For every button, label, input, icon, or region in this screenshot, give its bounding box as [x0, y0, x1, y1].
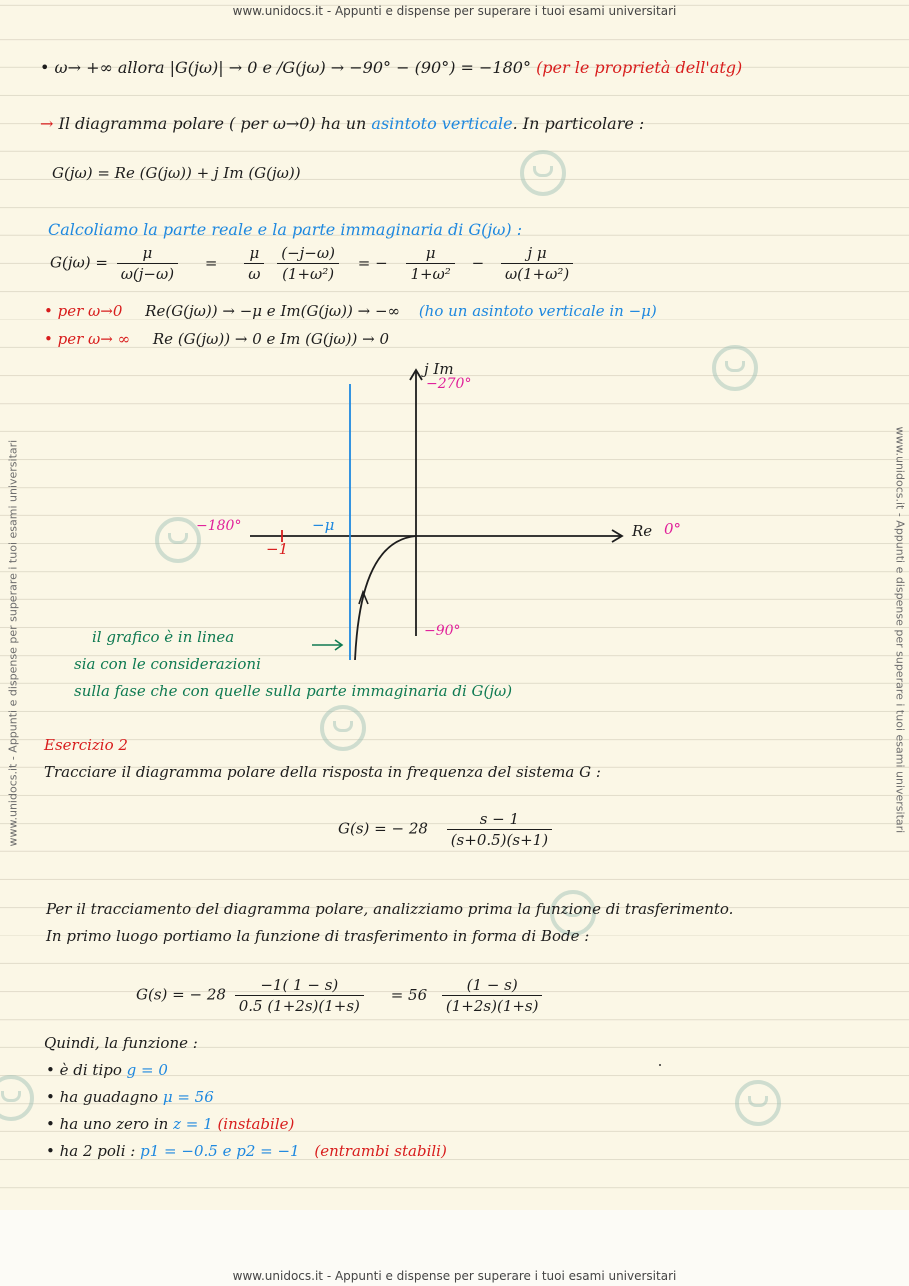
fraction: [117, 244, 178, 283]
fraction-num: μ: [406, 244, 454, 264]
bode-lhs: G(s) = − 28: [136, 985, 226, 1004]
polar-diagram-text: Il diagramma polare ( per ω→0) ha un: [58, 114, 367, 133]
fraction: [501, 244, 573, 283]
fraction: [235, 976, 364, 1015]
re-axis-label: Re: [632, 522, 653, 540]
limit-inf-line: [44, 330, 389, 348]
note-line-2: sia con le considerazioni: [74, 655, 261, 673]
fraction-num: (−j−ω): [277, 244, 339, 264]
fraction: [277, 244, 339, 283]
limit-inf-text: Re (G(jω)) → 0 e Im (G(jω)) → 0: [152, 330, 390, 348]
bode-gain: = 56: [390, 985, 428, 1004]
limit-infinity-line: [40, 58, 742, 77]
fraction-den: ω(1+ω²): [504, 265, 570, 283]
limit-infinity-text: • ω→ +∞ allora |G(jω)| → 0 e /G(jω) → −90° − (90°) = −180°: [40, 58, 531, 77]
zero-deg-label: 0°: [664, 520, 682, 538]
watermark-logo-icon: [520, 150, 566, 196]
poles-value: p1 = −0.5 e p2 = −1: [140, 1142, 300, 1160]
fraction: [406, 244, 454, 283]
fraction-num: j μ: [501, 244, 573, 264]
exercise-title: Esercizio 2: [44, 736, 128, 754]
fraction: [447, 810, 552, 849]
equals-sign: =: [204, 253, 218, 272]
exercise-statement: Tracciare il diagramma polare della risposta in frequenza del sistema G :: [44, 763, 601, 781]
atg-property-note: (per le proprietà dell'atg): [536, 58, 743, 77]
minus-mu-label: −μ: [312, 516, 335, 534]
minus-one-label: −1: [266, 540, 289, 558]
vertical-asymptote-text: asintoto verticale: [371, 114, 513, 133]
fraction-den: ω: [248, 265, 261, 283]
header-watermark-text: www.unidocs.it - Appunti e dispense per superare i tuoi esami universitari: [232, 4, 677, 18]
type-label: • è di tipo: [46, 1061, 122, 1079]
limit-zero-line: [44, 302, 657, 320]
left-side-watermark: www.unidocs.it - Appunti e dispense per superare i tuoi esami universitari: [6, 439, 20, 847]
limit-zero-label: • per ω→0: [44, 302, 123, 320]
summary-zero: [46, 1115, 294, 1133]
transfer-function-g: [338, 810, 556, 849]
watermark-logo-icon: [320, 705, 366, 751]
bode-form-equation: [136, 976, 546, 1015]
ink-dot: [659, 1064, 661, 1066]
summary-intro: Quindi, la funzione :: [44, 1034, 198, 1052]
fraction-den: (s+0.5)(s+1): [450, 831, 549, 849]
transfer-equation: [50, 244, 577, 283]
gain-label: • ha guadagno: [46, 1088, 159, 1106]
eq-lhs: G(jω) =: [50, 253, 108, 272]
summary-poles: [46, 1142, 447, 1160]
note-line-3: sulla fase che con quelle sulla parte immaginaria di G(jω): [74, 682, 513, 700]
minus-90-label: −90°: [424, 623, 461, 639]
summary-gain: [46, 1088, 214, 1106]
watermark-logo-icon: [155, 517, 201, 563]
arrow-icon: →: [40, 114, 54, 133]
asymptote-note: (ho un asintoto verticale in −μ): [418, 302, 657, 320]
fraction: [244, 244, 264, 283]
fraction-den: (1+2s)(1+s): [445, 997, 539, 1015]
poles-label: • ha 2 poli :: [46, 1142, 136, 1160]
compute-parts-heading: Calcoliamo la parte reale e la parte immaginaria di G(jω) :: [48, 220, 523, 239]
gain-value: μ = 56: [162, 1088, 214, 1106]
re-im-decomposition: G(jω) = Re (G(jω)) + j Im (G(jω)): [52, 164, 301, 182]
particular-text: . In particolare :: [512, 114, 645, 133]
fraction-den: (1+ω²): [282, 265, 335, 283]
limit-inf-label: • per ω→ ∞: [44, 330, 131, 348]
procedure-line-2: In primo luogo portiamo la funzione di trasferimento in forma di Bode :: [46, 927, 590, 945]
note-line-1: il grafico è in linea: [92, 628, 235, 646]
minus-270-label: −270°: [426, 376, 472, 392]
zero-stability: (instabile): [217, 1115, 295, 1133]
g-lhs: G(s) = − 28: [338, 819, 428, 838]
watermark-logo-icon: [735, 1080, 781, 1126]
procedure-line-1: Per il tracciamento del diagramma polare, analizziamo prima la funzione di trasferimento.: [46, 900, 734, 918]
watermark-logo-icon: [712, 345, 758, 391]
fraction-num: μ: [117, 244, 178, 264]
fraction-den: 0.5 (1+2s)(1+s): [238, 997, 360, 1015]
minus-180-label: −180°: [196, 518, 242, 534]
fraction-num: s − 1: [447, 810, 552, 830]
footer-watermark-text: www.unidocs.it - Appunti e dispense per superare i tuoi esami universitari: [232, 1269, 677, 1283]
zero-label: • ha uno zero in: [46, 1115, 169, 1133]
fraction-den: 1+ω²: [410, 265, 451, 283]
fraction-num: μ: [244, 244, 264, 264]
type-value: g = 0: [126, 1061, 168, 1079]
poles-stability: (entrambi stabili): [314, 1142, 447, 1160]
polar-diagram-line: [40, 114, 644, 133]
fraction: [442, 976, 543, 1015]
limit-zero-text: Re(G(jω)) → −μ e Im(G(jω)) → −∞: [145, 302, 401, 320]
summary-type: [46, 1061, 168, 1079]
jim-axis-label: j Im: [424, 360, 454, 378]
minus-sign: −: [471, 253, 485, 272]
fraction-num: −1( 1 − s): [235, 976, 364, 996]
fraction-num: (1 − s): [442, 976, 543, 996]
right-side-watermark: www.unidocs.it - Appunti e dispense per superare i tuoi esami universitari: [893, 426, 907, 834]
zero-value: z = 1: [173, 1115, 213, 1133]
equals-minus: = −: [357, 253, 388, 272]
fraction-den: ω(j−ω): [120, 265, 175, 283]
